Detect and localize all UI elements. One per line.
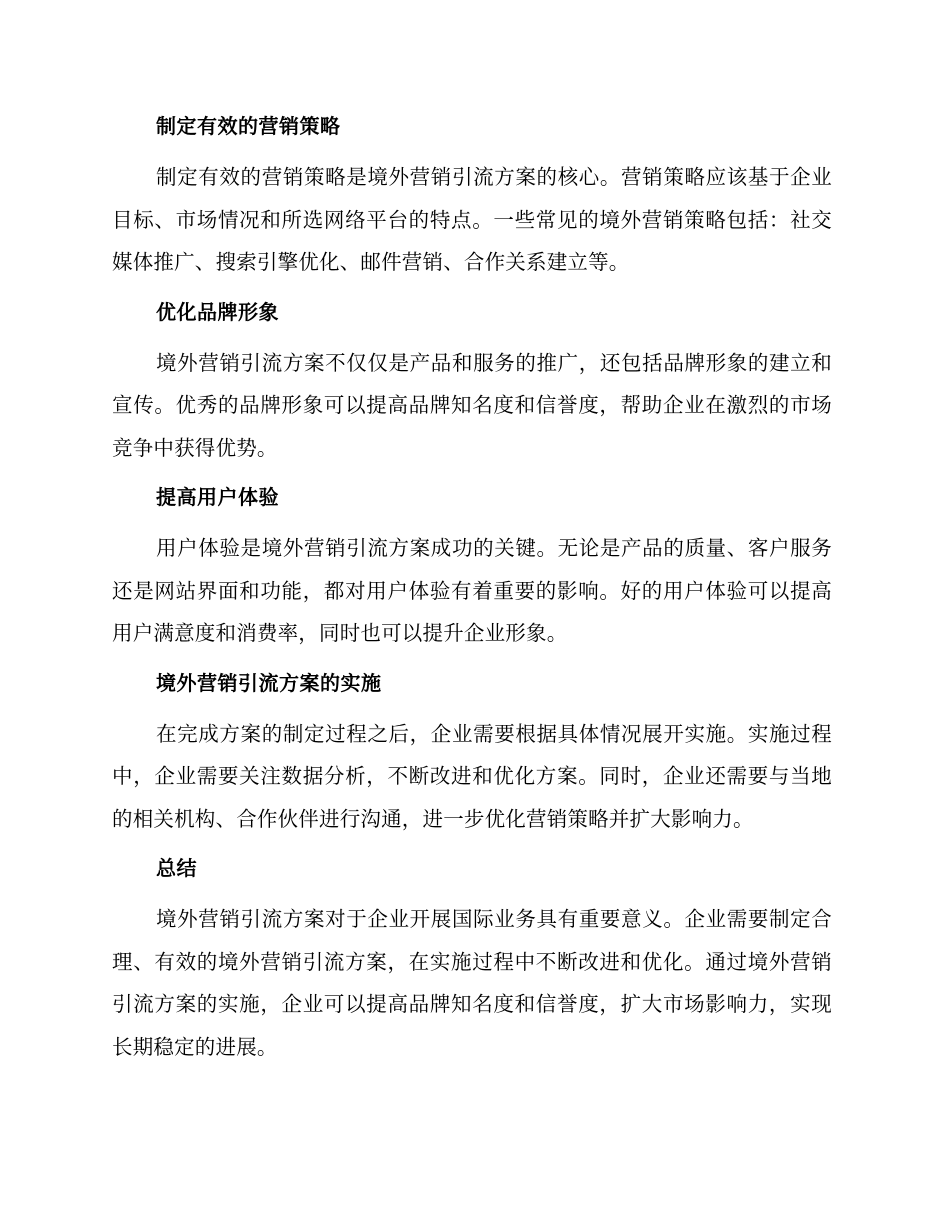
section-user-experience bbox=[112, 481, 832, 655]
section-paragraph: 境外营销引流方案对于企业开展国际业务具有重要意义。企业需要制定合理、有效的境外营销引流方案，在实施过程中不断改进和优化。通过境外营销引流方案的实施，企业可以提高品牌知名度和信誉度，扩大市场影响力，实现长期稳定的进展。 bbox=[112, 907, 832, 1059]
section-heading: 总结 bbox=[156, 856, 197, 880]
section-paragraph: 境外营销引流方案不仅仅是产品和服务的推广，还包括品牌形象的建立和宣传。优秀的品牌形象可以提高品牌知名度和信誉度，帮助企业在激烈的市场竞争中获得优势。 bbox=[112, 350, 832, 460]
section-brand-image bbox=[112, 296, 832, 470]
document-page bbox=[112, 110, 832, 1080]
section-marketing-strategy bbox=[112, 110, 832, 284]
section-paragraph: 在完成方案的制定过程之后，企业需要根据具体情况展开实施。实施过程中，企业需要关注数据分析，不断改进和优化方案。同时，企业还需要与当地的相关机构、合作伙伴进行沟通，进一步优化营销策略并扩大影响力。 bbox=[112, 721, 832, 831]
section-heading: 制定有效的营销策略 bbox=[156, 114, 341, 138]
section-paragraph: 制定有效的营销策略是境外营销引流方案的核心。营销策略应该基于企业目标、市场情况和所选网络平台的特点。一些常见的境外营销策略包括：社交媒体推广、搜索引擎优化、邮件营销、合作关系建立等。 bbox=[112, 165, 832, 274]
section-paragraph: 用户体验是境外营销引流方案成功的关键。无论是产品的质量、客户服务还是网站界面和功能，都对用户体验有着重要的影响。好的用户体验可以提高用户满意度和消费率，同时也可以提升企业形象。 bbox=[112, 536, 832, 645]
section-implementation bbox=[112, 667, 832, 841]
section-heading: 提高用户体验 bbox=[156, 485, 279, 509]
section-heading: 境外营销引流方案的实施 bbox=[156, 670, 382, 695]
section-summary bbox=[112, 852, 832, 1068]
section-heading: 优化品牌形象 bbox=[156, 299, 279, 324]
